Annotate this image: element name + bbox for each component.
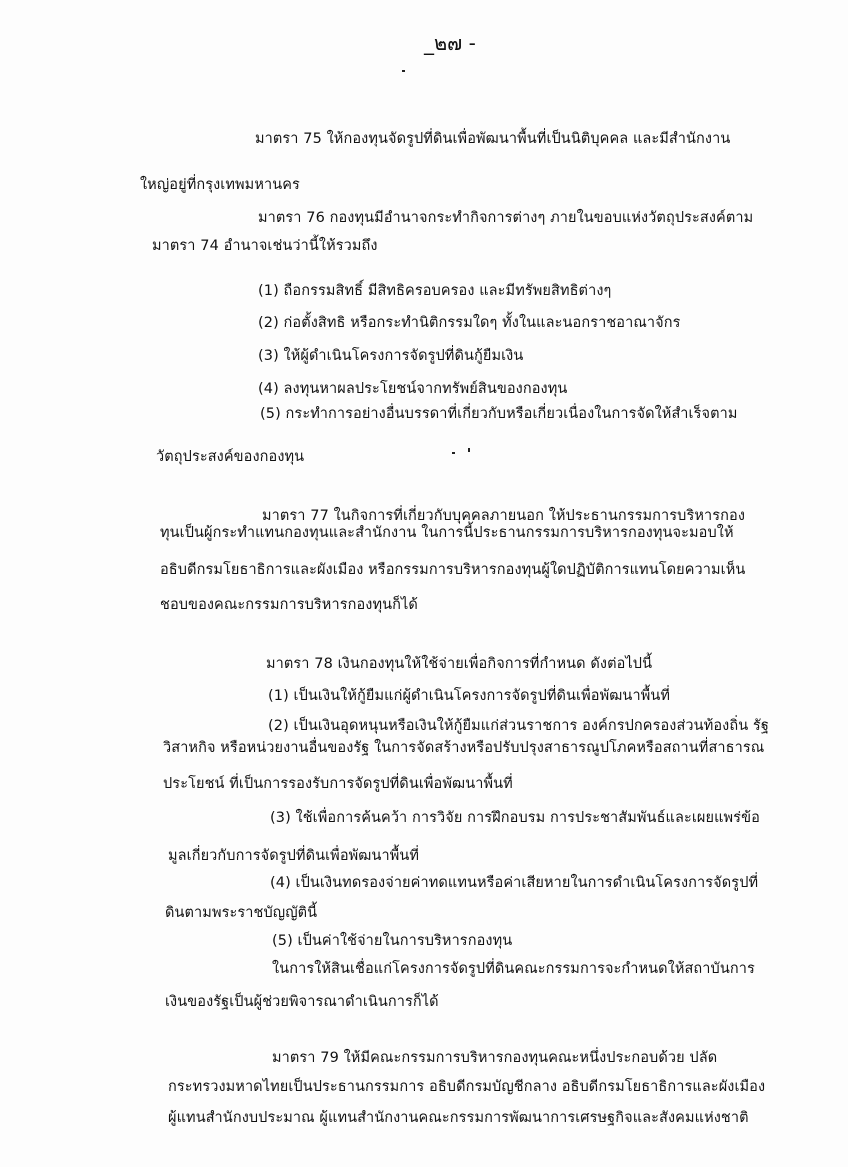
- section-76-item-4: (4) ลงทุนหาผลประโยชน์จากทรัพย์สินของกองทุน: [258, 381, 568, 397]
- section-78-item-3: (3) ใช้เพื่อการค้นคว้า การวิจัย การฝึกอบรม การประชาสัมพันธ์และเผยแพร่ข้อ: [270, 810, 760, 826]
- section-76-item-3: (3) ให้ผู้ดำเนินโครงการจัดรูปที่ดินกู้ยืมเงิน: [258, 348, 524, 364]
- scan-speck: [402, 70, 405, 72]
- section-76-item-5: (5) กระทำการอย่างอื่นบรรดาที่เกี่ยวกับหรือเกี่ยวเนื่องในการจัดให้สำเร็จตาม: [260, 406, 738, 422]
- section-79-line-3: ผู้แทนสำนักงบประมาณ ผู้แทนสำนักงานคณะกรรมการพัฒนาการเศรษฐกิจและสังคมแห่งชาติ: [168, 1110, 749, 1126]
- section-78-line-1: มาตรา 78 เงินกองทุนให้ใช้จ่ายเพื่อกิจการที่กำหนด ดังต่อไปนี้: [266, 656, 653, 672]
- section-78-item-2-cont-2: ประโยชน์ ที่เป็นการรองรับการจัดรูปที่ดินเพื่อพัฒนาพื้นที่: [163, 776, 513, 792]
- section-79-line-2: กระทรวงมหาดไทยเป็นประธานกรรมการ อธิบดีกรมบัญชีกลาง อธิบดีกรมโยธาธิการและผังเมือง: [168, 1079, 766, 1095]
- section-78-item-2: (2) เป็นเงินอุดหนุนหรือเงินให้กู้ยืมแก่ส่วนราชการ องค์กรปกครองส่วนท้องถิ่น รัฐ: [268, 718, 769, 734]
- section-79-line-1: มาตรา 79 ให้มีคณะกรรมการบริหารกองทุนคณะหนึ่งประกอบด้วย ปลัด: [272, 1050, 718, 1066]
- page-number: _๒๗ -: [424, 31, 476, 55]
- section-77-line-4: ชอบของคณะกรรมการบริหารกองทุนก็ได้: [160, 597, 418, 613]
- section-75-line-1: มาตรา 75 ให้กองทุนจัดรูปที่ดินเพื่อพัฒนาพื้นที่เป็นนิติบุคคล และมีสำนักงาน: [255, 131, 731, 147]
- section-78-item-4-cont: ดินตามพระราชบัญญัตินี้: [165, 905, 318, 921]
- scan-speck: [452, 452, 455, 454]
- section-76-item-5-cont: วัตถุประสงค์ของกองทุน: [156, 449, 305, 465]
- section-78-item-1: (1) เป็นเงินให้กู้ยืมแก่ผู้ดำเนินโครงการจัดรูปที่ดินเพื่อพัฒนาพื้นที่: [268, 688, 671, 704]
- section-76-line-2: มาตรา 74 อำนาจเช่นว่านี้ให้รวมถึง: [152, 238, 378, 254]
- section-77-line-3: อธิบดีกรมโยธาธิการและผังเมือง หรือกรรมการบริหารกองทุนผู้ใดปฏิบัติการแทนโดยความเห็น: [160, 562, 746, 578]
- section-78-item-4: (4) เป็นเงินทดรองจ่ายค่าทดแทนหรือค่าเสียหายในการดำเนินโครงการจัดรูปที่: [270, 875, 759, 891]
- section-75-line-2: ใหญ่อยู่ที่กรุงเทพมหานคร: [140, 177, 300, 193]
- section-78-item-5: (5) เป็นค่าใช้จ่ายในการบริหารกองทุน: [272, 933, 513, 949]
- section-78-closing-1: ในการให้สินเชื่อแก่โครงการจัดรูปที่ดินคณะกรรมการจะกำหนดให้สถาบันการ: [272, 961, 755, 977]
- section-78-closing-2: เงินของรัฐเป็นผู้ช่วยพิจารณาดำเนินการก็ได้: [165, 994, 439, 1010]
- scan-speck: [468, 448, 470, 452]
- section-76-line-1: มาตรา 76 กองทุนมีอำนาจกระทำกิจการต่างๆ ภายในขอบแห่งวัตถุประสงค์ตาม: [258, 210, 754, 226]
- section-76-item-1: (1) ถือกรรมสิทธิ์ มีสิทธิครอบครอง และมีทรัพยสิทธิต่างๆ: [258, 283, 612, 299]
- section-77-line-2: ทุนเป็นผู้กระทำแทนกองทุนและสำนักงาน ในการนี้ประธานกรรมการบริหารกองทุนจะมอบให้: [160, 525, 734, 541]
- section-76-item-2: (2) ก่อตั้งสิทธิ หรือกระทำนิติกรรมใดๆ ทั้งในและนอกราชอาณาจักร: [258, 315, 681, 331]
- section-78-item-2-cont-1: วิสาหกิจ หรือหน่วยงานอื่นของรัฐ ในการจัดสร้างหรือปรับปรุงสาธารณูปโภคหรือสถานที่สาธารณ: [163, 740, 765, 756]
- section-78-item-3-cont: มูลเกี่ยวกับการจัดรูปที่ดินเพื่อพัฒนาพื้นที่: [168, 848, 420, 864]
- section-77-line-1: มาตรา 77 ในกิจการที่เกี่ยวกับบุคคลภายนอก ให้ประธานกรรมการบริหารกอง: [262, 508, 745, 524]
